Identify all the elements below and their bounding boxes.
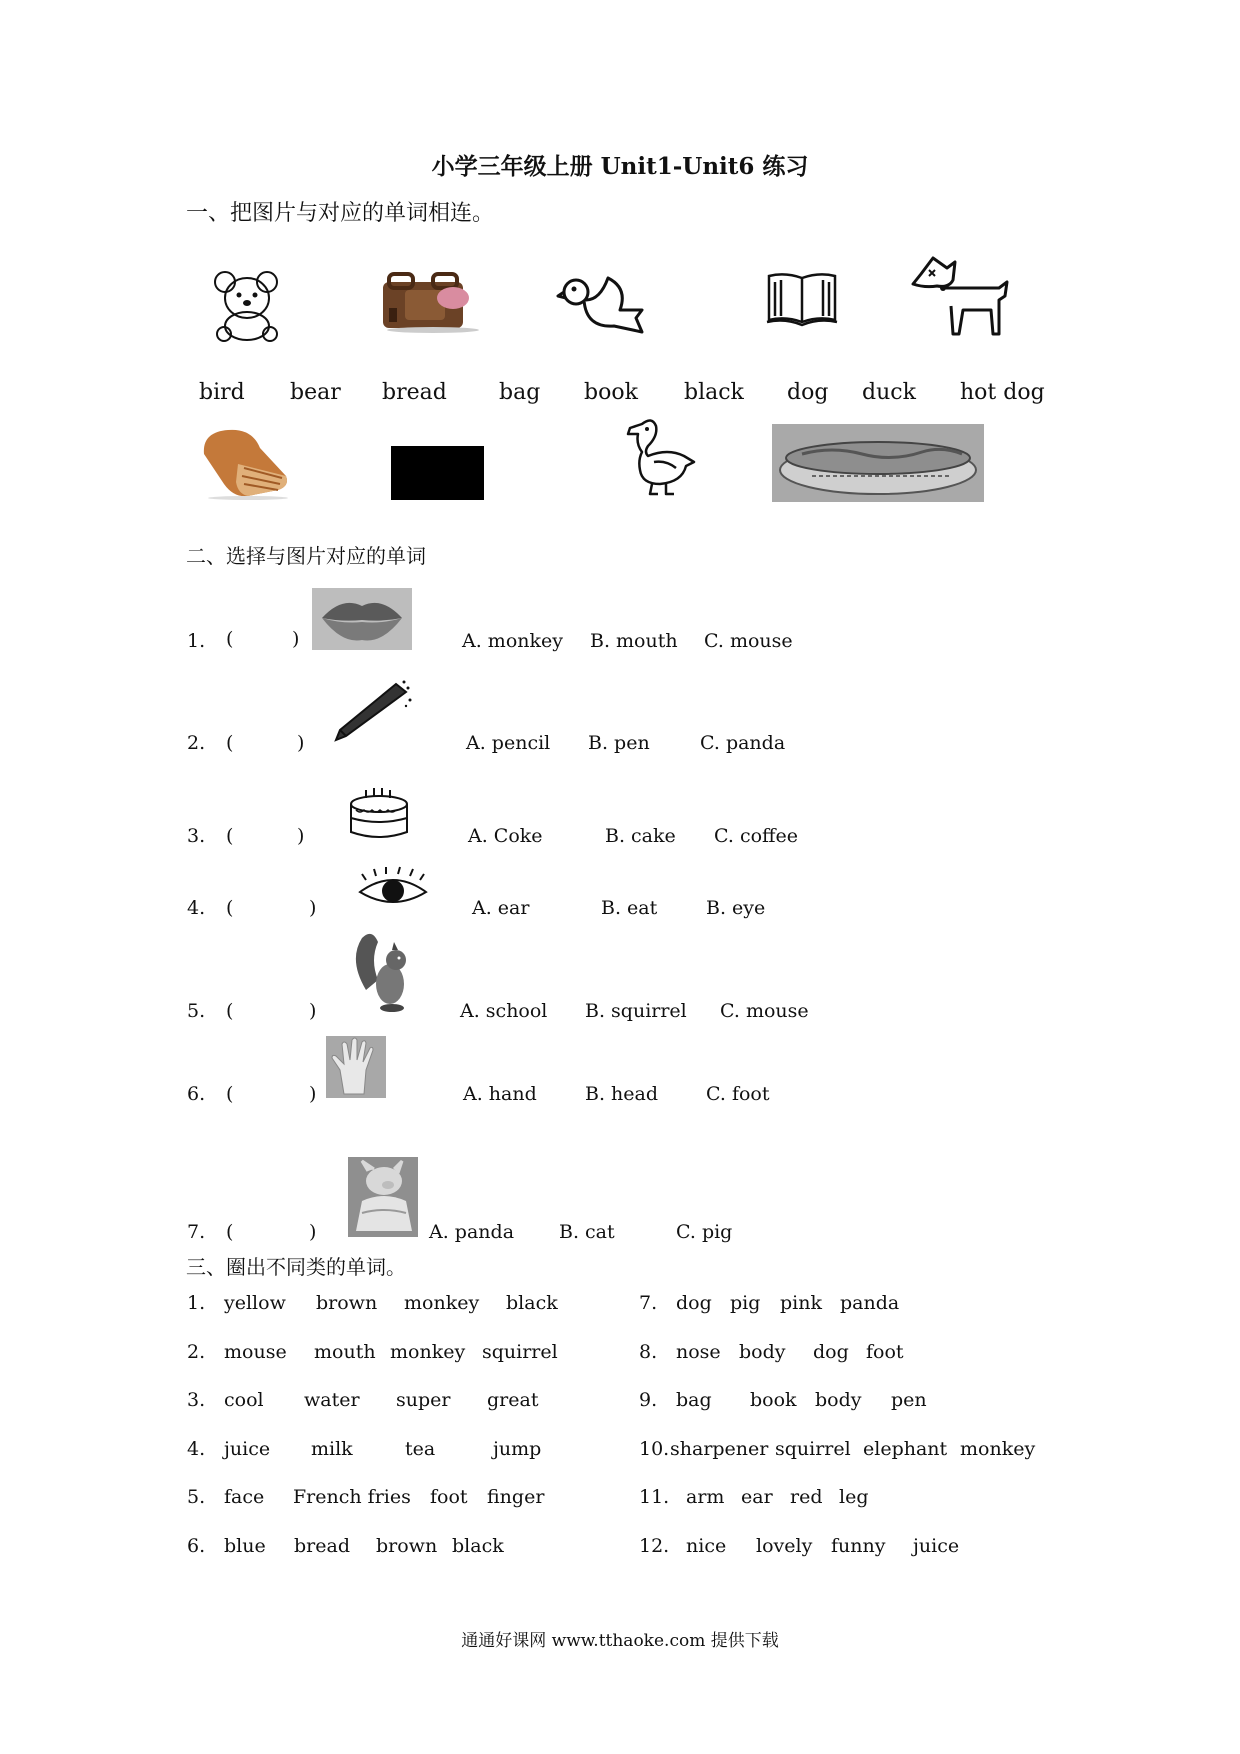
s3-left-5-w3: foot <box>430 1486 468 1508</box>
book-picture <box>765 270 839 328</box>
word-6: black <box>684 380 744 405</box>
q4-paren-open: ( <box>226 897 234 919</box>
s3-right-12-w4: juice <box>913 1535 960 1557</box>
q1-number: 1. <box>187 630 206 652</box>
pen-picture <box>332 678 414 744</box>
hand-picture <box>326 1036 386 1098</box>
word-2: bear <box>290 380 341 405</box>
q5-number: 5. <box>187 1000 206 1022</box>
q2-option-b: B. pen <box>588 732 650 754</box>
s3-left-1-w2: brown <box>316 1292 378 1314</box>
q7-paren-close: ) <box>309 1221 317 1243</box>
s3-right-10-w4: monkey <box>960 1438 1036 1460</box>
s3-right-9-number: 9. <box>639 1389 658 1411</box>
s3-right-11-w3: red <box>790 1486 823 1508</box>
q6-number: 6. <box>187 1083 206 1105</box>
q4-option-b: B. eat <box>601 897 658 919</box>
s3-left-1-number: 1. <box>187 1292 206 1314</box>
s3-left-1-w4: black <box>506 1292 558 1314</box>
word-1: bird <box>199 380 245 405</box>
s3-left-4-w3: tea <box>405 1438 436 1460</box>
word-9: hot dog <box>960 380 1045 405</box>
q3-option-a: A. Coke <box>468 825 543 847</box>
s3-left-1-w1: yellow <box>224 1292 286 1314</box>
s3-left-4-w4: jump <box>493 1438 542 1460</box>
q5-paren-open: ( <box>226 1000 234 1022</box>
word-8: duck <box>862 380 916 405</box>
s3-right-8-w2: body <box>739 1341 786 1363</box>
squirrel-picture <box>352 930 414 1014</box>
q6-option-b: B. head <box>585 1083 659 1105</box>
lips-picture <box>312 588 412 650</box>
q3-number: 3. <box>187 825 206 847</box>
q6-option-c: C. foot <box>706 1083 770 1105</box>
s3-left-4-w2: milk <box>311 1438 353 1460</box>
q7-number: 7. <box>187 1221 206 1243</box>
q2-paren-open: ( <box>226 732 234 754</box>
s3-right-7-w1: dog <box>676 1292 712 1314</box>
q3-paren-open: ( <box>226 825 234 847</box>
section3-heading: 三、圈出不同类的单词。 <box>186 1255 406 1279</box>
s3-left-3-number: 3. <box>187 1389 206 1411</box>
s3-right-11-w1: arm <box>686 1486 725 1508</box>
q5-option-a: A. school <box>460 1000 548 1022</box>
q7-option-c: C. pig <box>676 1221 733 1243</box>
q6-option-a: A. hand <box>463 1083 537 1105</box>
s3-left-4-w1: juice <box>224 1438 271 1460</box>
s3-right-9-w1: bag <box>676 1389 712 1411</box>
page-title: 小学三年级上册 Unit1-Unit6 练习 <box>431 153 809 180</box>
s3-right-8-w4: foot <box>866 1341 904 1363</box>
q6-paren-close: ) <box>309 1083 317 1105</box>
s3-right-12-w2: lovely <box>756 1535 813 1557</box>
s3-right-7-w3: pink <box>780 1292 822 1314</box>
q3-paren-close: ) <box>297 825 305 847</box>
s3-right-10-number: 10. <box>639 1438 670 1460</box>
s3-right-11-w2: ear <box>741 1486 773 1508</box>
word-4: bag <box>499 380 541 405</box>
s3-right-7-w2: pig <box>730 1292 761 1314</box>
duck-picture <box>618 414 698 496</box>
q3-option-c: C. coffee <box>714 825 799 847</box>
s3-right-10-w3: elephant <box>863 1438 948 1460</box>
s3-left-2-w3: monkey <box>390 1341 466 1363</box>
s3-left-5-w2: French fries <box>293 1486 411 1508</box>
q1-option-b: B. mouth <box>590 630 678 652</box>
q7-paren-open: ( <box>226 1221 234 1243</box>
s3-right-12-number: 12. <box>639 1535 670 1557</box>
hot-dog-picture <box>772 424 984 502</box>
s3-right-12-w1: nice <box>686 1535 727 1557</box>
bag-picture <box>375 268 485 334</box>
q5-paren-close: ) <box>309 1000 317 1022</box>
q2-option-c: C. panda <box>700 732 786 754</box>
s3-right-9-w4: pen <box>891 1389 927 1411</box>
black-square <box>391 446 484 500</box>
s3-left-6-w4: black <box>452 1535 504 1557</box>
section1-heading: 一、把图片与对应的单词相连。 <box>186 201 495 226</box>
s3-left-6-w3: brown <box>376 1535 438 1557</box>
q2-number: 2. <box>187 732 206 754</box>
s3-left-3-w1: cool <box>224 1389 264 1411</box>
s3-left-2-w2: mouth <box>314 1341 376 1363</box>
q6-paren-open: ( <box>226 1083 234 1105</box>
s3-left-6-w2: bread <box>294 1535 350 1557</box>
q2-option-a: A. pencil <box>466 732 551 754</box>
s3-left-5-w4: finger <box>487 1486 545 1508</box>
q4-option-c: B. eye <box>706 897 766 919</box>
s3-left-6-w1: blue <box>224 1535 266 1557</box>
dog-picture <box>907 254 1013 338</box>
s3-left-5-w1: face <box>224 1486 265 1508</box>
s3-left-6-number: 6. <box>187 1535 206 1557</box>
s3-left-3-w4: great <box>487 1389 539 1411</box>
s3-right-8-w3: dog <box>813 1341 849 1363</box>
q1-paren-close: ) <box>292 628 300 650</box>
s3-left-4-number: 4. <box>187 1438 206 1460</box>
s3-left-2-w1: mouse <box>224 1341 287 1363</box>
s3-right-10-w1: sharpener <box>670 1438 769 1460</box>
word-7: dog <box>787 380 829 405</box>
s3-right-7-w4: panda <box>840 1292 900 1314</box>
footer-text: 通通好课网 www.tthaoke.com 提供下载 <box>461 1631 779 1651</box>
bread-picture <box>198 424 292 500</box>
s3-right-11-number: 11. <box>639 1486 670 1508</box>
s3-left-3-w3: super <box>396 1389 451 1411</box>
s3-left-2-number: 2. <box>187 1341 206 1363</box>
cake-picture <box>346 784 412 842</box>
q5-option-c: C. mouse <box>720 1000 809 1022</box>
s3-left-5-number: 5. <box>187 1486 206 1508</box>
s3-right-8-number: 8. <box>639 1341 658 1363</box>
pig-picture <box>348 1157 418 1237</box>
bird-picture <box>556 270 648 340</box>
s3-right-8-w1: nose <box>676 1341 721 1363</box>
s3-right-9-w3: body <box>815 1389 862 1411</box>
bear-picture <box>212 268 282 342</box>
q2-paren-close: ) <box>297 732 305 754</box>
q1-option-c: C. mouse <box>704 630 793 652</box>
s3-left-2-w4: squirrel <box>482 1341 558 1363</box>
q7-option-b: B. cat <box>559 1221 615 1243</box>
q3-option-b: B. cake <box>605 825 676 847</box>
s3-right-7-number: 7. <box>639 1292 658 1314</box>
q5-option-b: B. squirrel <box>585 1000 687 1022</box>
q7-option-a: A. panda <box>429 1221 515 1243</box>
q4-option-a: A. ear <box>472 897 530 919</box>
q4-paren-close: ) <box>309 897 317 919</box>
eye-picture <box>356 866 430 912</box>
s3-left-3-w2: water <box>304 1389 360 1411</box>
s3-right-10-w2: squirrel <box>775 1438 851 1460</box>
q1-paren-open: ( <box>226 628 234 650</box>
word-5: book <box>584 380 638 405</box>
s3-right-12-w3: funny <box>831 1535 886 1557</box>
s3-left-1-w3: monkey <box>404 1292 480 1314</box>
word-3: bread <box>382 380 447 405</box>
q4-number: 4. <box>187 897 206 919</box>
s3-right-11-w4: leg <box>839 1486 869 1508</box>
q1-option-a: A. monkey <box>462 630 563 652</box>
s3-right-9-w2: book <box>750 1389 797 1411</box>
section2-heading: 二、选择与图片对应的单词 <box>186 544 426 568</box>
